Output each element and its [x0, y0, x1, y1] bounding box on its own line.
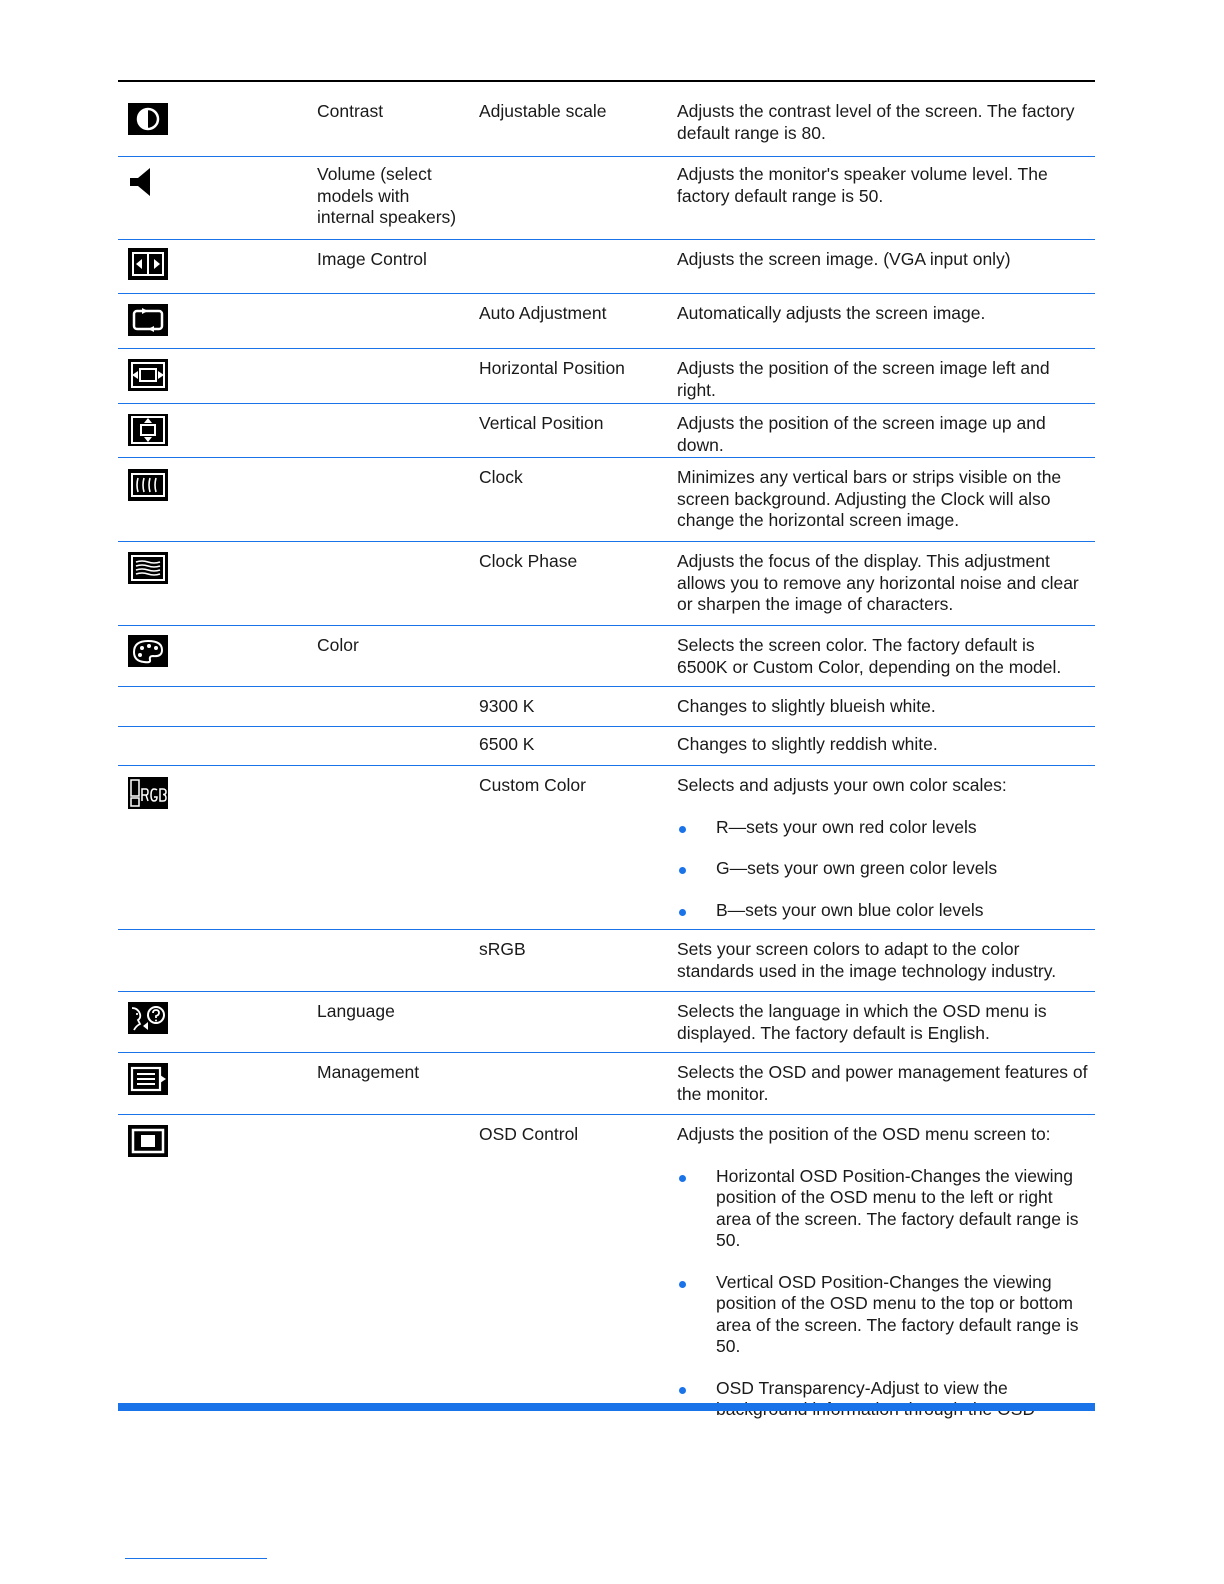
- image-control-icon: [128, 248, 168, 280]
- description: Selects and adjusts your own color scales:: [677, 775, 1007, 795]
- table-row: [118, 626, 1095, 687]
- table-row: [118, 458, 1095, 542]
- footer-rule: [125, 1558, 267, 1559]
- table-row: [118, 992, 1095, 1053]
- description: Adjusts the contrast level of the screen. The factory default range is 80.: [677, 101, 1075, 143]
- description: Minimizes any vertical bars or strips visible on the screen background. Adjusting the Clock will also change the horizontal screen image.: [677, 467, 1062, 530]
- management-icon: [128, 1063, 168, 1095]
- description: Adjusts the position of the OSD menu screen to:: [677, 1124, 1051, 1144]
- color-palette-icon: [128, 635, 168, 667]
- description: Selects the screen color. The factory default is 6500K or Custom Color, depending on the model.: [677, 635, 1062, 677]
- menu-label: Image Control: [317, 249, 427, 269]
- bullet-list: [677, 1166, 1089, 1421]
- submenu-label: sRGB: [479, 939, 526, 959]
- table-row: [118, 294, 1095, 349]
- submenu-label: Vertical Position: [479, 413, 604, 433]
- submenu-label: Clock: [479, 467, 523, 487]
- description: Adjusts the monitor's speaker volume level. The factory default range is 50.: [677, 164, 1048, 206]
- contrast-icon: [128, 103, 168, 135]
- speaker-icon: [128, 166, 168, 198]
- description: Changes to slightly blueish white.: [677, 696, 936, 716]
- table-row: [118, 766, 1095, 930]
- table-row: [118, 542, 1095, 626]
- osd-menu-table: [118, 82, 1095, 1403]
- submenu-label: 9300 K: [479, 696, 535, 716]
- description: Selects the OSD and power management features of the monitor.: [677, 1062, 1088, 1104]
- submenu-label: Clock Phase: [479, 551, 578, 571]
- list-item: G—sets your own green color levels: [677, 858, 1089, 880]
- description: Adjusts the screen image. (VGA input only): [677, 249, 1011, 269]
- auto-adjust-icon: [128, 304, 168, 336]
- description: Adjusts the focus of the display. This adjustment allows you to remove any horizontal noise and clear or sharpen the image of characters.: [677, 551, 1079, 614]
- description-block: [677, 1124, 1089, 1421]
- submenu-label: Auto Adjustment: [479, 303, 607, 323]
- menu-label: Management: [317, 1062, 420, 1082]
- description: Selects the language in which the OSD menu is displayed. The factory default is English.: [677, 1001, 1047, 1043]
- table-row: [118, 404, 1095, 458]
- language-icon: [128, 1002, 168, 1034]
- menu-label: Language: [317, 1001, 395, 1021]
- list-item: Horizontal OSD Position-Changes the viewing position of the OSD menu to the left or right area of the screen. The factory default range is 50.: [677, 1166, 1089, 1252]
- submenu-label: Horizontal Position: [479, 358, 625, 378]
- table-row: [118, 240, 1095, 294]
- description: Automatically adjusts the screen image.: [677, 303, 986, 323]
- menu-label: Color: [317, 635, 359, 655]
- table-row: [118, 1115, 1095, 1403]
- list-item: R—sets your own red color levels: [677, 817, 1089, 839]
- custom-color-rgb-icon: [128, 777, 168, 809]
- table-row: [118, 687, 1095, 727]
- osd-control-icon: [128, 1125, 168, 1157]
- table-row: [118, 1053, 1095, 1115]
- table-row: [118, 727, 1095, 766]
- submenu-label: Adjustable scale: [479, 101, 607, 121]
- table-row: [118, 82, 1095, 157]
- horizontal-position-icon: [128, 359, 168, 391]
- bullet-list: [677, 817, 1089, 922]
- list-item: OSD Transparency-Adjust to view the: [677, 1378, 1089, 1421]
- description: Sets your screen colors to adapt to the color standards used in the image technology industry.: [677, 939, 1057, 981]
- table-row: [118, 349, 1095, 404]
- menu-label: Contrast: [317, 101, 384, 121]
- list-item: Vertical OSD Position-Changes the viewing position of the OSD menu to the top or bottom area of the screen. The factory default range is 50.: [677, 1272, 1089, 1358]
- description: Changes to slightly reddish white.: [677, 734, 938, 754]
- menu-label: Volume (select models with internal speakers): [317, 164, 457, 227]
- list-item: B—sets your own blue color levels: [677, 900, 1089, 922]
- description-block: [677, 775, 1089, 921]
- clock-phase-icon: [128, 552, 168, 584]
- vertical-position-icon: [128, 414, 168, 446]
- submenu-label: OSD Control: [479, 1124, 579, 1144]
- submenu-label: 6500 K: [479, 734, 535, 754]
- submenu-label: Custom Color: [479, 775, 586, 795]
- table-row: [118, 157, 1095, 240]
- description: Adjusts the position of the screen image up and down.: [677, 413, 1046, 455]
- table-row: [118, 930, 1095, 992]
- clock-icon: [128, 469, 168, 501]
- description: Adjusts the position of the screen image left and right.: [677, 358, 1050, 400]
- table-bottom-bar: [118, 1403, 1095, 1411]
